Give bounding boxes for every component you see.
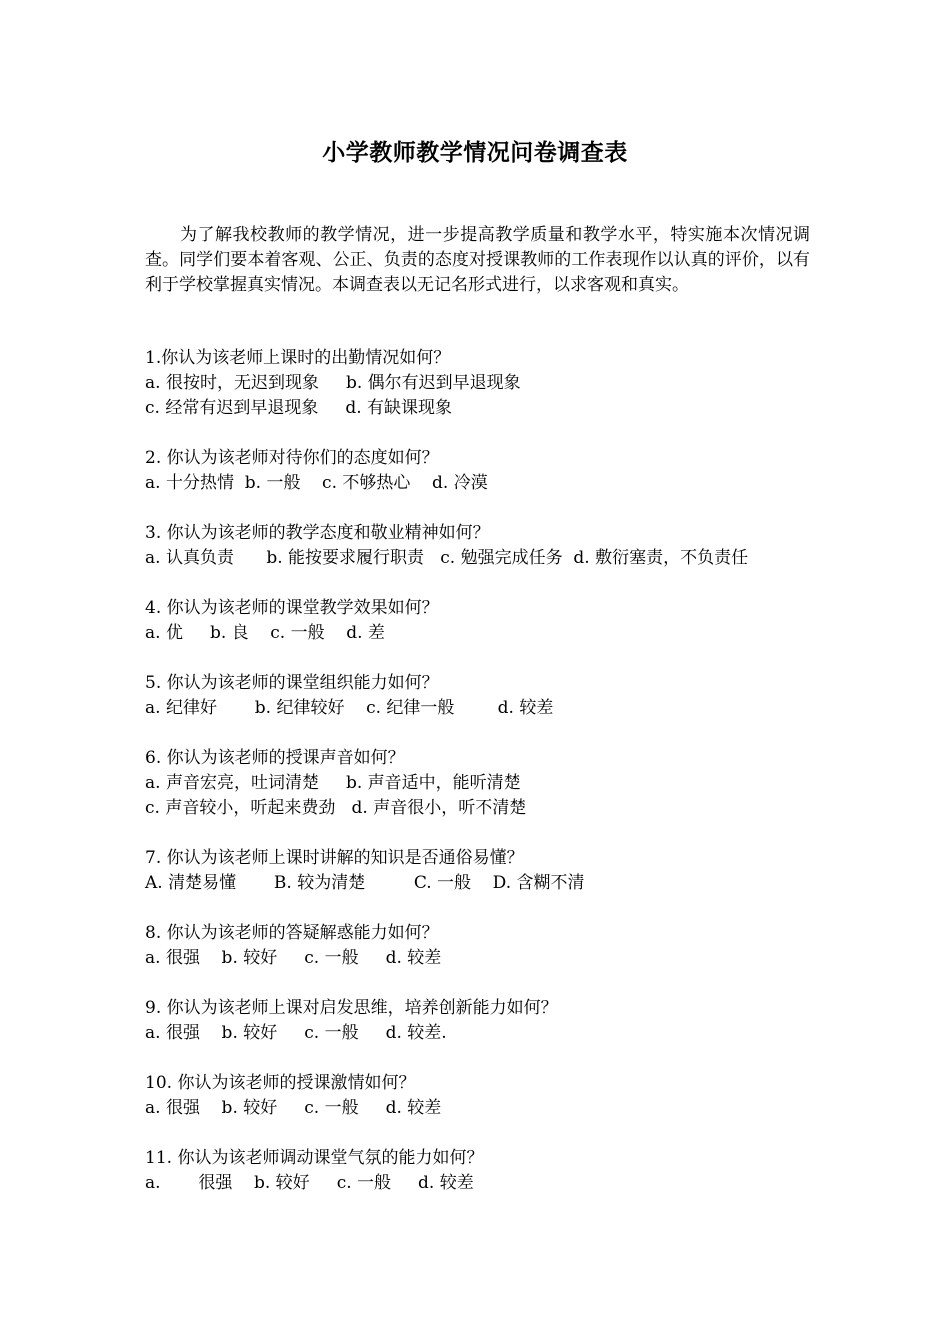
question-text: 2. 你认为该老师对待你们的态度如何？ [145, 448, 439, 468]
question-text: 8. 你认为该老师的答疑解惑能力如何？ [145, 923, 439, 943]
question-item [145, 446, 825, 496]
question-item [145, 746, 825, 821]
question-item [145, 1146, 825, 1196]
question-item [145, 346, 825, 421]
question-text: 5. 你认为该老师的课堂组织能力如何？ [145, 673, 439, 693]
question-item [145, 996, 825, 1046]
option-line: c. 声音较小，听起来费劲 d. 声音很小，听不清楚 [145, 798, 527, 818]
question-text: 6. 你认为该老师的授课声音如何？ [145, 748, 405, 768]
intro-paragraph: 为了解我校教师的教学情况，进一步提高教学质量和教学水平，特实施本次情况调查。同学们要本着客观、公正、负责的态度对授课教师的工作表现作以认真的评价，以有利于学校掌握真实情况。本调查表以无记名形式进行，以求客观和真实。 [145, 225, 810, 295]
question-item [145, 596, 825, 646]
option-line: a. 很强 b. 较好 c. 一般 d. 较差 [145, 1098, 442, 1118]
option-line: a. 优 b. 良 c. 一般 d. 差 [145, 623, 385, 643]
option-line: a. 纪律好 b. 纪律较好 c. 纪律一般 d. 较差 [145, 698, 554, 718]
question-item [145, 921, 825, 971]
question-text: 1.你认为该老师上课时的出勤情况如何？ [145, 348, 451, 368]
question-item [145, 521, 825, 571]
option-line: c. 经常有迟到早退现象 d. 有缺课现象 [145, 398, 453, 418]
question-text: 11. 你认为该老师调动课堂气氛的能力如何？ [145, 1148, 484, 1168]
question-item [145, 671, 825, 721]
option-line: a. 十分热情 b. 一般 c. 不够热心 d. 冷漠 [145, 473, 488, 493]
question-text: 4. 你认为该老师的课堂教学效果如何？ [145, 598, 439, 618]
option-line: a. 很按时，无迟到现象 b. 偶尔有迟到早退现象 [145, 373, 521, 393]
option-line: a. 很强 b. 较好 c. 一般 d. 较差. [145, 1023, 447, 1043]
question-list [145, 346, 825, 1221]
question-text: 3. 你认为该老师的教学态度和敬业精神如何？ [145, 523, 490, 543]
question-text: 7. 你认为该老师上课时讲解的知识是否通俗易懂？ [145, 848, 524, 868]
option-line: a. 很强 b. 较好 c. 一般 d. 较差 [145, 1173, 474, 1193]
question-item [145, 1071, 825, 1121]
option-line: a. 很强 b. 较好 c. 一般 d. 较差 [145, 948, 442, 968]
question-item [145, 846, 825, 896]
option-line: a. 认真负责 b. 能按要求履行职责 c. 勉强完成任务 d. 敷衍塞责，不负责任 [145, 548, 749, 568]
option-line: a. 声音宏亮，吐词清楚 b. 声音适中，能听清楚 [145, 773, 521, 793]
question-text: 10. 你认为该老师的授课激情如何？ [145, 1073, 416, 1093]
option-line: A. 清楚易懂 B. 较为清楚 C. 一般 D. 含糊不清 [145, 873, 585, 893]
document-title: 小学教师教学情况问卷调查表 [322, 139, 628, 166]
question-text: 9. 你认为该老师上课对启发思维，培养创新能力如何？ [145, 998, 558, 1018]
